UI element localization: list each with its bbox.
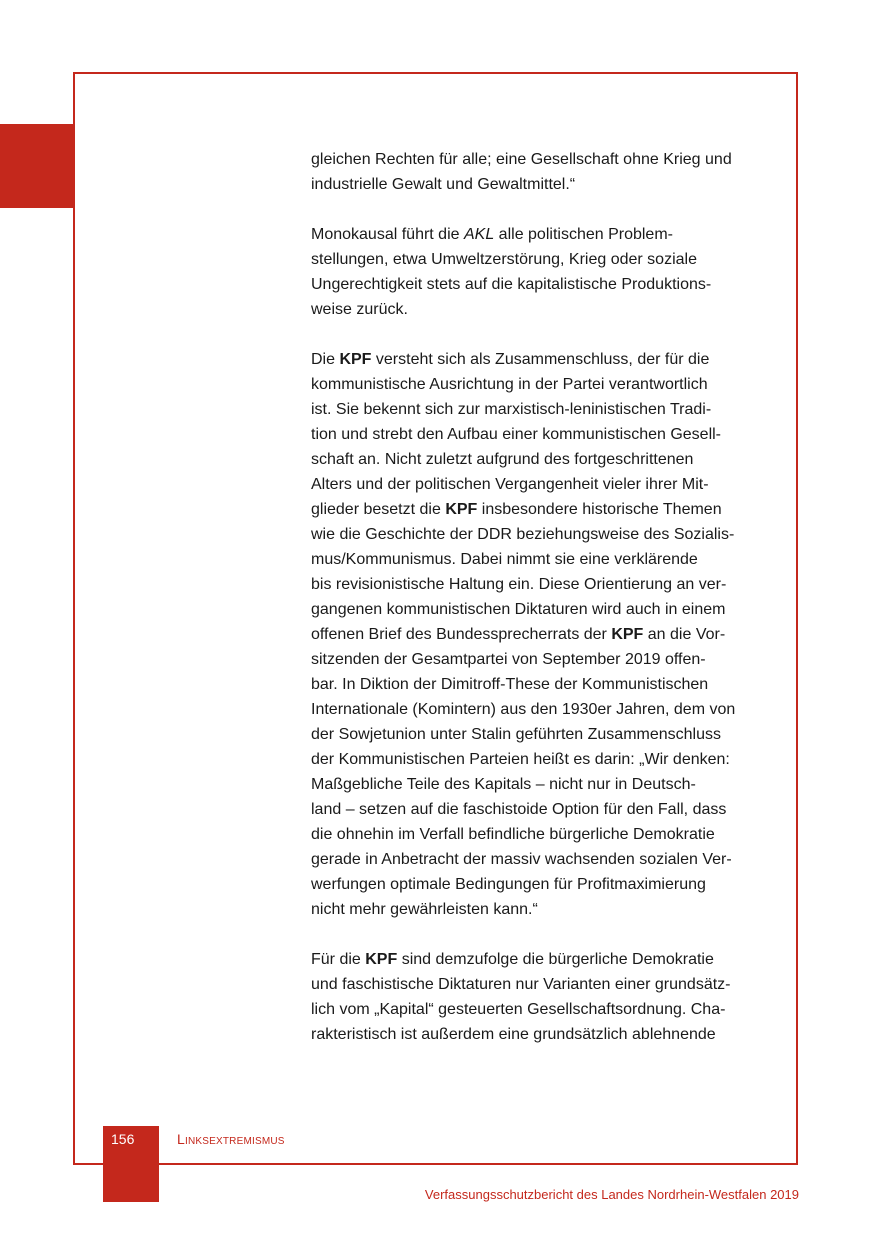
text-line: wie die Geschichte der DDR beziehungsweise des Sozialis- xyxy=(311,526,735,543)
text-line: und faschistische Diktaturen nur Varianten einer grundsätz- xyxy=(311,976,731,993)
text-line: Monokausal führt die AKL alle politischen Problem- xyxy=(311,226,673,243)
text-line: stellungen, etwa Umweltzerstörung, Krieg oder soziale xyxy=(311,251,697,268)
text-line: Die KPF versteht sich als Zusammenschluss, der für die xyxy=(311,351,710,368)
kpf-term: KPF xyxy=(365,951,398,968)
kpf-term: KPF xyxy=(611,626,644,643)
text-line: glieder besetzt die KPF insbesondere historische Themen xyxy=(311,501,722,518)
page-number: 156 xyxy=(111,1131,135,1147)
text-line: ist. Sie bekennt sich zur marxistisch-leninistischen Tradi- xyxy=(311,401,712,418)
text-line: offenen Brief des Bundessprecherrats der KPF an die Vor- xyxy=(311,626,726,643)
text-line: gerade in Anbetracht der massiv wachsenden sozialen Ver- xyxy=(311,851,732,868)
text-line: weise zurück. xyxy=(311,301,408,318)
text-line: gangenen kommunistischen Diktaturen wird auch in einem xyxy=(311,601,726,618)
paragraph-4 xyxy=(311,947,773,1047)
kpf-term: KPF xyxy=(339,351,372,368)
paragraph-3 xyxy=(311,347,773,922)
body-text xyxy=(311,147,773,1072)
text-line: sitzenden der Gesamtpartei von September 2019 offen- xyxy=(311,651,706,668)
text-line: werfungen optimale Bedingungen für Profitmaximierung xyxy=(311,876,706,893)
text-line: bar. In Diktion der Dimitroff-These der Kommunistischen xyxy=(311,676,709,693)
paragraph-1 xyxy=(311,147,773,197)
side-tab-marker xyxy=(0,124,74,208)
paragraph-2 xyxy=(311,222,773,322)
text-line: gleichen Rechten für alle; eine Gesellschaft ohne Krieg und xyxy=(311,151,732,168)
text-line: kommunistische Ausrichtung in der Partei verantwortlich xyxy=(311,376,708,393)
text-line: Für die KPF sind demzufolge die bürgerliche Demokratie xyxy=(311,951,714,968)
text-line: der Sowjetunion unter Stalin geführten Zusammenschluss xyxy=(311,726,721,743)
text-line: tion und strebt den Aufbau einer kommunistischen Gesell- xyxy=(311,426,722,443)
text-line: rakteristisch ist außerdem eine grundsätzlich ablehnende xyxy=(311,1026,716,1043)
text-line: Maßgebliche Teile des Kapitals – nicht nur in Deutsch- xyxy=(311,776,696,793)
kpf-term: KPF xyxy=(445,501,478,518)
text-line: land – setzen auf die faschistoide Option für den Fall, dass xyxy=(311,801,727,818)
text-line: mus/Kommunismus. Dabei nimmt sie eine verklärende xyxy=(311,551,698,568)
text-line: der Kommunistischen Parteien heißt es darin: „Wir denken: xyxy=(311,751,730,768)
text-line: nicht mehr gewährleisten kann.“ xyxy=(311,901,538,918)
footer-title: Verfassungsschutzbericht des Landes Nordrhein-Westfalen 2019 xyxy=(424,1187,799,1202)
text-line: Internationale (Komintern) aus den 1930er Jahren, dem von xyxy=(311,701,736,718)
text-line: industrielle Gewalt und Gewaltmittel.“ xyxy=(311,176,576,193)
text-line: die ohnehin im Verfall befindliche bürgerliche Demokratie xyxy=(311,826,715,843)
text-line: Alters und der politischen Vergangenheit vieler ihrer Mit- xyxy=(311,476,709,493)
text-line: Ungerechtigkeit stets auf die kapitalistische Produktions- xyxy=(311,276,712,293)
text-line: lich vom „Kapital“ gesteuerten Gesellschaftsordnung. Cha- xyxy=(311,1001,726,1018)
section-label: Linksextremismus xyxy=(177,1131,285,1147)
text-line: schaft an. Nicht zuletzt aufgrund des fortgeschrittenen xyxy=(311,451,694,468)
akl-term: AKL xyxy=(463,226,495,243)
text-line: bis revisionistische Haltung ein. Diese Orientierung an ver- xyxy=(311,576,727,593)
